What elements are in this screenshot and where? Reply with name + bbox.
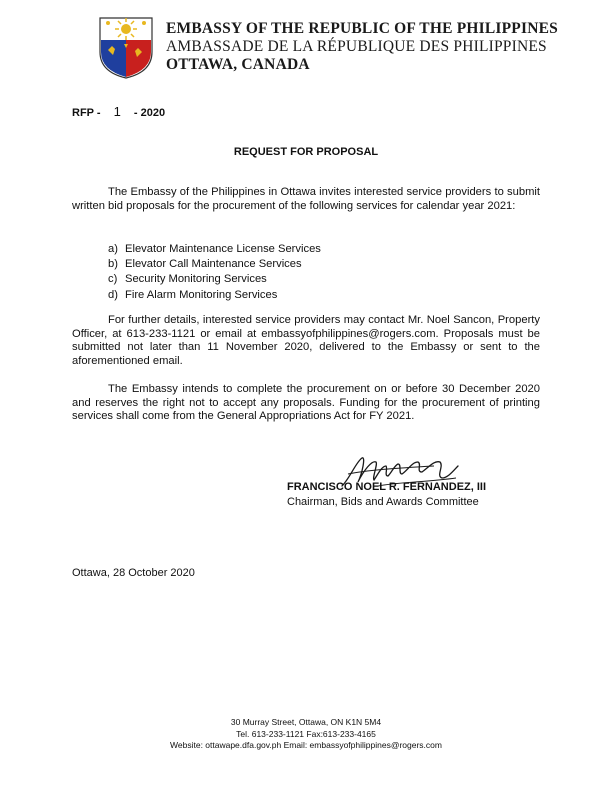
letterhead-location: OTTAWA, CANADA bbox=[166, 56, 310, 73]
details-text: For further details, interested service providers may contact Mr. Noel Sancon, Property Officer, at 613-233-1121 or email at embassyofphilippines@rogers.com. Proposals must be submitted not later than 11 November 2020, delivered to the Embassy or sent to the aforementioned email. bbox=[72, 314, 540, 367]
footer bbox=[0, 717, 612, 752]
footer-phone-fax: Tel. 613-233-1121 Fax:613-233-4165 bbox=[236, 728, 376, 739]
footer-website-email: Website: ottawape.dfa.gov.ph Email: embassyofphilippines@rogers.com bbox=[170, 740, 442, 750]
list-label: Elevator Call Maintenance Services bbox=[125, 258, 302, 271]
intro-text: The Embassy of the Philippines in Ottawa invites interested service providers to submit written bid proposals for the procurement of the following services for calendar year 2021: bbox=[72, 186, 540, 212]
list-label: Fire Alarm Monitoring Services bbox=[125, 288, 278, 301]
services-list bbox=[108, 242, 321, 303]
list-label: Elevator Maintenance License Services bbox=[125, 243, 321, 255]
list-item bbox=[108, 288, 321, 303]
place-and-date: Ottawa, 28 October 2020 bbox=[72, 567, 195, 579]
list-item bbox=[108, 272, 321, 287]
list-label: Security Monitoring Services bbox=[125, 273, 267, 286]
signatory-position: Chairman, Bids and Awards Committee bbox=[287, 496, 479, 508]
rfp-number: 1 bbox=[113, 104, 121, 119]
closing-paragraph bbox=[72, 383, 540, 424]
footer-address: 30 Murray Street, Ottawa, ON K1N 5M4 bbox=[230, 717, 382, 727]
rfp-reference bbox=[72, 104, 165, 119]
letterhead bbox=[166, 20, 558, 74]
intro-paragraph bbox=[72, 186, 540, 213]
list-marker: d) bbox=[108, 288, 118, 301]
philippine-seal-logo bbox=[96, 14, 156, 80]
rfp-prefix: RFP - bbox=[72, 107, 101, 119]
list-marker: c) bbox=[108, 273, 118, 286]
letterhead-french: AMBASSADE DE LA RÉPUBLIQUE DES PHILIPPINES bbox=[166, 38, 547, 55]
rfp-year: - 2020 bbox=[133, 107, 166, 119]
letterhead-english: EMBASSY OF THE REPUBLIC OF THE PHILIPPINES bbox=[166, 20, 558, 37]
details-paragraph bbox=[72, 314, 540, 368]
list-marker: b) bbox=[108, 258, 118, 271]
list-marker: a) bbox=[108, 243, 118, 255]
list-item bbox=[108, 257, 321, 272]
signatory-name: FRANCISCO NOEL R. FERNANDEZ, III bbox=[287, 481, 487, 493]
document-title: REQUEST FOR PROPOSAL bbox=[233, 146, 379, 158]
list-item bbox=[108, 242, 321, 257]
closing-text: The Embassy intends to complete the procurement on or before 30 December 2020 and reserves the right not to accept any proposals. Funding for the procurement of printing services shall come from the General Appropriations Act for FY 2021. bbox=[72, 383, 540, 423]
